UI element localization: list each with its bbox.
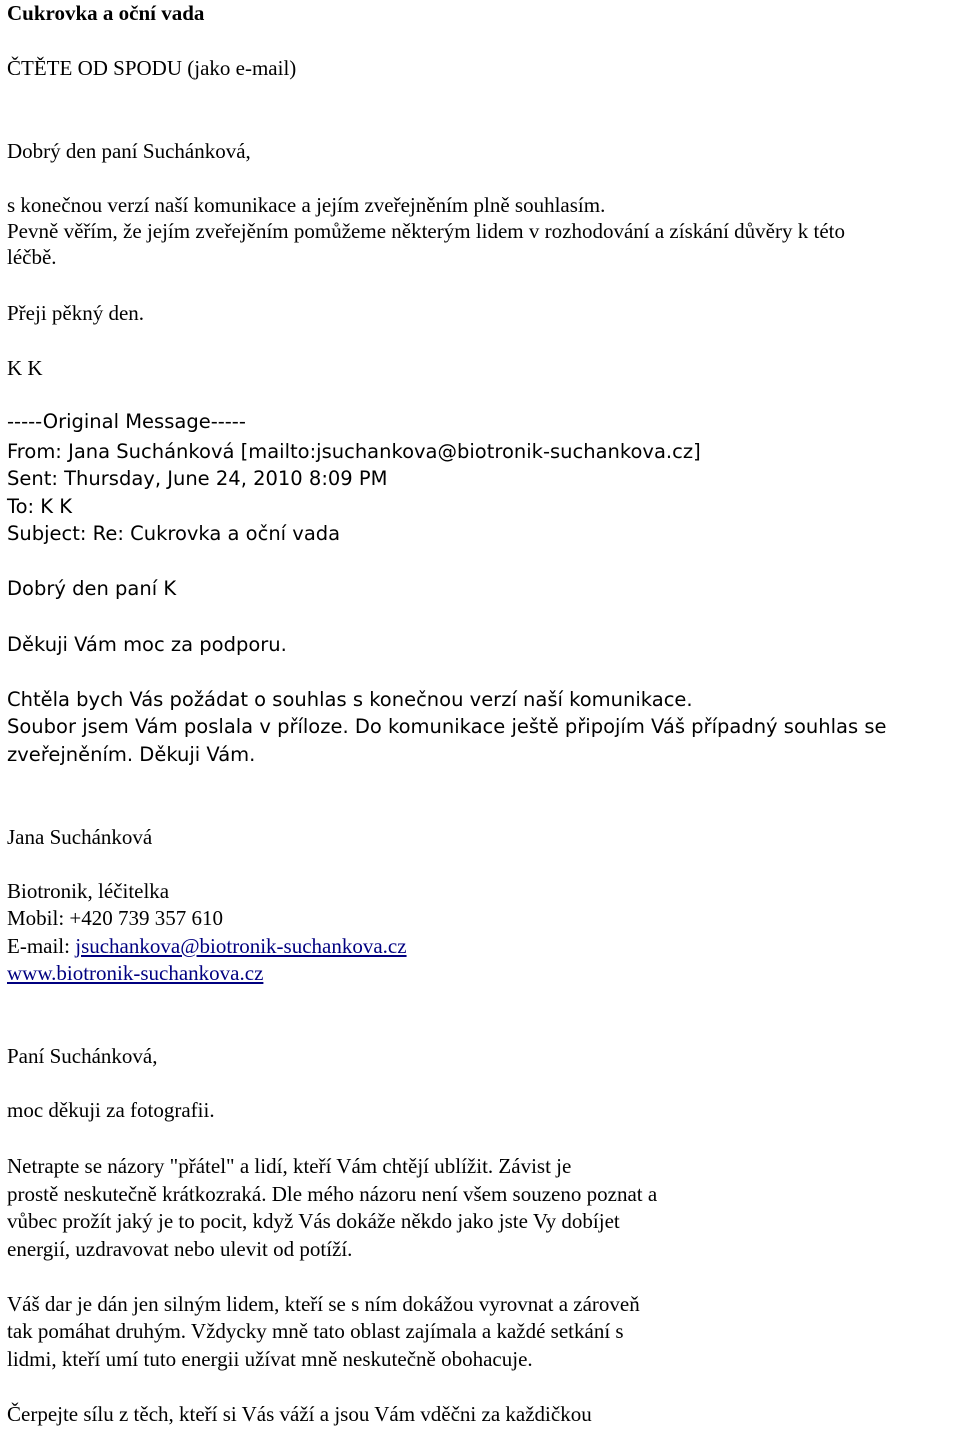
signature-web-row xyxy=(7,960,263,986)
reply-greeting: Dobrý den paní Suchánková, xyxy=(7,139,251,163)
signature-mobile: Mobil: +420 739 357 610 xyxy=(7,906,224,930)
earlier-para1-line: Netrapte se názory "přátel" a lidí, kteří Vám chtějí ublížit. Závist je xyxy=(7,1154,572,1178)
signature-role: Biotronik, léčitelka xyxy=(7,879,170,903)
header-to: To: K K xyxy=(7,495,73,518)
original-message-separator: -----Original Message----- xyxy=(7,410,246,433)
earlier-thanks: moc děkuji za fotografii. xyxy=(7,1098,215,1122)
earlier-para2-line: lidmi, kteří umí tuto energii užívat mně neskutečně obohacuje. xyxy=(7,1347,533,1371)
original-greeting: Dobrý den paní K xyxy=(7,577,177,600)
signature-email-label: E-mail: xyxy=(7,934,76,958)
signature-email-link[interactable]: jsuchankova@biotronik-suchankova.cz xyxy=(75,934,407,958)
original-body-line: zveřejněním. Děkuji Vám. xyxy=(7,743,256,766)
page-title: Cukrovka a oční vada xyxy=(7,1,205,25)
earlier-greeting: Paní Suchánková, xyxy=(7,1044,158,1068)
read-note: ČTĚTE OD SPODU (jako e-mail) xyxy=(7,56,297,80)
header-sent: Sent: Thursday, June 24, 2010 8:09 PM xyxy=(7,467,388,490)
earlier-para2-line: Váš dar je dán jen silným lidem, kteří se s ním dokážou vyrovnat a zároveň xyxy=(7,1292,640,1316)
reply-closing: Přeji pěkný den. xyxy=(7,301,145,325)
reply-line: léčbě. xyxy=(7,245,57,269)
header-from: From: Jana Suchánková [mailto:jsuchankova@biotronik-suchankova.cz] xyxy=(7,440,701,463)
signature-name: Jana Suchánková xyxy=(7,825,153,849)
reply-line: s konečnou verzí naší komunikace a jejím zveřejněním plně souhlasím. xyxy=(7,193,606,217)
signature-web-link[interactable]: www.biotronik-suchankova.cz xyxy=(7,961,264,985)
header-subject: Subject: Re: Cukrovka a oční vada xyxy=(7,522,341,545)
original-body-line: Soubor jsem Vám poslala v příloze. Do komunikace ještě připojím Váš případný souhlas se xyxy=(7,715,887,738)
earlier-para2-line: tak pomáhat druhým. Vždycky mně tato oblast zajímala a každé setkání s xyxy=(7,1319,624,1343)
earlier-para1-line: energií, uzdravovat nebo ulevit od potíží. xyxy=(7,1237,353,1261)
reply-signature: K K xyxy=(7,356,43,380)
earlier-last-line: Čerpejte sílu z těch, kteří si Vás váží a jsou Vám vděčni za každičkou xyxy=(7,1402,592,1426)
reply-line: Pevně věřím, že jejím zveřejěním pomůžeme některým lidem v rozhodování a získání důvěry k této xyxy=(7,219,845,243)
signature-email-row xyxy=(7,933,407,959)
original-thanks: Děkuji Vám moc za podporu. xyxy=(7,633,287,656)
original-body-line: Chtěla bych Vás požádat o souhlas s konečnou verzí naší komunikace. xyxy=(7,688,693,711)
earlier-para1-line: prostě neskutečně krátkozraká. Dle mého názoru není všem souzeno poznat a xyxy=(7,1182,658,1206)
earlier-para1-line: vůbec prožít jaký je to pocit, když Vás dokáže někdo jako jste Vy dobíjet xyxy=(7,1209,620,1233)
